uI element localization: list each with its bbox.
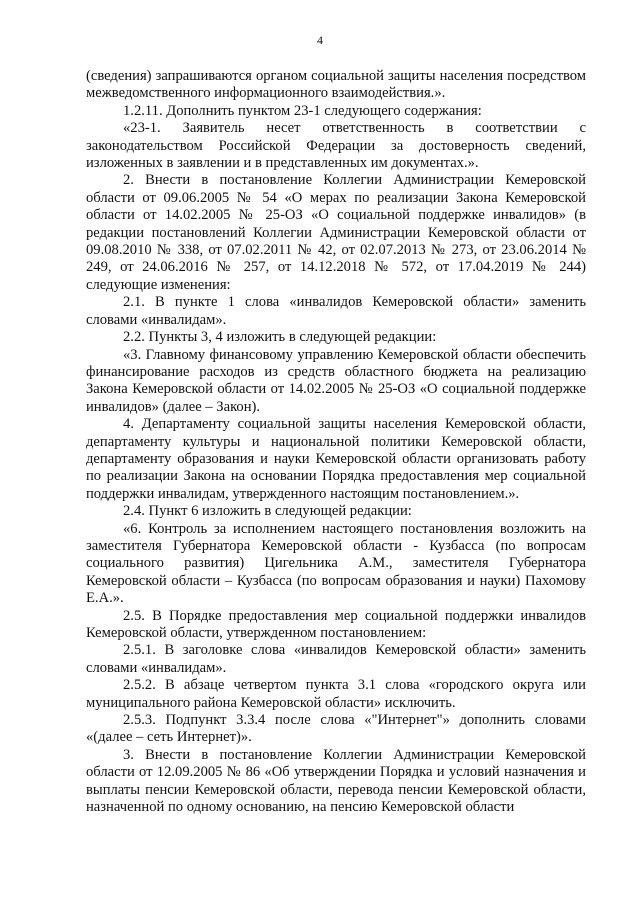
paragraph: «23-1. Заявитель несет ответственность в соответствии с законодательством Российской Федерации за достоверность сведений, изложенных в заявлении и в представленных им документах.». bbox=[86, 120, 586, 172]
paragraph: 2.4. Пункт 6 изложить в следующей редакции: bbox=[123, 503, 412, 520]
paragraph: 3. Внести в постановление Коллегии Администрации Кемеровской области от 12.09.2005 № 86 «Об утверждении Порядка и условий назначения и выплаты пенсии Кемеровской области, перевода пенсии Кемеровской области, назначенной по одному основанию, на пенсию Кемеровской области bbox=[86, 746, 586, 816]
paragraph: 2.5.2. В абзаце четвертом пункта 3.1 слова «городского округа или муниципального района Кемеровской области» исключить. bbox=[86, 677, 586, 711]
paragraph: «3. Главному финансовому управлению Кемеровской области обеспечить финансирование расходов из средств областного бюджета на реализацию Закона Кемеровской области от 14.02.2005 № 25-ОЗ «О социальной поддержке инвалидов» (далее – Закон). bbox=[86, 346, 586, 415]
paragraph: 4. Департаменту социальной защиты населения Кемеровской области, департаменту культуры и национальной политики Кемеровской области, департаменту образования и науки Кемеровской области организовать работу по реализации Закона на основании Порядка предоставления мер социальной поддержки инвалидам, утвержденного настоящим постановлением.». bbox=[86, 416, 586, 502]
paragraph: 2.5.3. Подпункт 3.3.4 после слова «"Интернет"» дополнить словами «(далее – сеть Интернет)». bbox=[86, 712, 586, 746]
paragraph: (сведения) запрашиваются органом социальной защиты населения посредством межведомственного информационного взаимодействия.». bbox=[86, 68, 586, 102]
paragraph: 2.1. В пункте 1 слова «инвалидов Кемеровской области» заменить словами «инвалидам». bbox=[86, 294, 586, 328]
document-body bbox=[86, 68, 586, 816]
paragraph: 2.5. В Порядке предоставления мер социальной поддержки инвалидов Кемеровской области, утвержденном постановлением: bbox=[86, 607, 586, 641]
page-number: 4 bbox=[317, 33, 323, 47]
paragraph: 2. Внести в постановление Коллегии Администрации Кемеровской области от 09.06.2005 № 54 «О мерах по реализации Закона Кемеровской области от 14.02.2005 № 25-ОЗ «О социальной поддержке инвалидов» (в редакции постановлений Коллегии Администрации Кемеровской области от 09.08.2010 № 338, от 07.02.2011 № 42, от 02.07.2013 № 273, от 23.06.2014 № 249, от 24.06.2016 № 257, от 14.12.2018 № 572, от 17.04.2019 № 244) следующие изменения: bbox=[86, 172, 586, 293]
paragraph: 1.2.11. Дополнить пунктом 23-1 следующего содержания: bbox=[123, 102, 482, 119]
paragraph: «6. Контроль за исполнением настоящего постановления возложить на заместителя Губернатора Кемеровской области - Кузбасса (по вопросам социального развития) Цигельника А.М., заместителя Губернатора Кемеровской области – Кузбасса (по вопросам образования и науки) Пахомову Е.А.». bbox=[86, 520, 586, 607]
paragraph: 2.2. Пункты 3, 4 изложить в следующей редакции: bbox=[123, 329, 437, 346]
paragraph: 2.5.1. В заголовке слова «инвалидов Кемеровской области» заменить словами «инвалидам». bbox=[86, 642, 586, 676]
